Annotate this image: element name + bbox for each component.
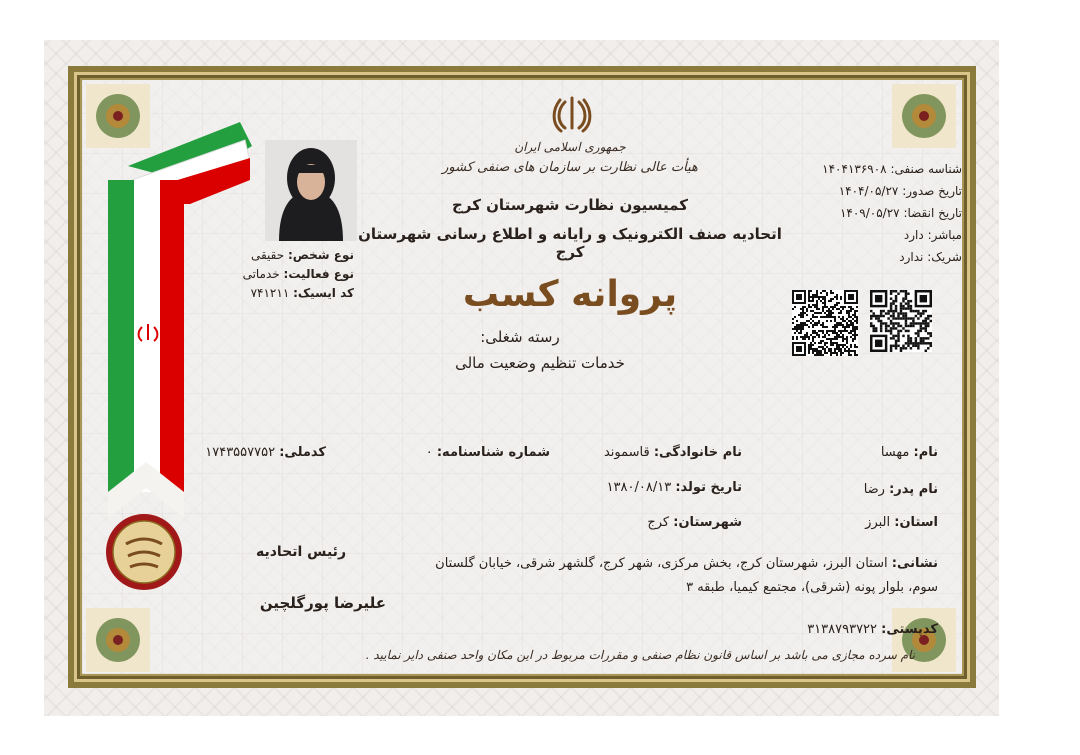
license-info-row xyxy=(822,162,962,176)
license-info-label: شناسه صنفی: xyxy=(890,162,962,176)
license-info-value: ۱۴۰۴۱۳۶۹۰۸ xyxy=(822,162,887,176)
owner-family-name: نام خانوادگی: قاسموند xyxy=(603,445,742,460)
license-info-row xyxy=(840,206,962,220)
corner-ornament-bottom-right xyxy=(892,608,956,672)
owner-father-name: نام پدر: رضا xyxy=(863,482,938,497)
activity-type: نوع فعالیت: خدماتی xyxy=(242,267,354,281)
license-title: پروانه کسب xyxy=(462,274,678,315)
license-info-label: تاریخ انقضا: xyxy=(903,206,962,220)
corner-ornament-top-right xyxy=(892,84,956,148)
signature-name: علیرضا پورگلچین xyxy=(259,594,386,612)
owner-national-code: کدملی: ۱۷۴۳۵۵۷۷۵۲ xyxy=(205,445,326,460)
owner-photo xyxy=(265,140,357,241)
address-line-1: نشانی: استان البرز، شهرستان کرج، بخش مرکزی، شهر کرج، گلشهر شرقی، خیابان گلستان xyxy=(435,556,938,571)
signature-title: رئیس اتحادیه xyxy=(255,544,346,560)
commission-name: کمیسیون نظارت شهرستان کرج xyxy=(452,196,688,214)
postal-code: کدپستی: ۳۱۳۸۷۹۳۷۲۲ xyxy=(807,622,938,637)
country-name: جمهوری اسلامی ایران xyxy=(514,140,626,154)
license-info-value: دارد xyxy=(903,228,924,242)
address-line-2: سوم، بلوار پونه (شرقی)، مجتمع کیمیا، طبقه ۳ xyxy=(686,580,938,595)
license-info-value: ۱۴۰۹/۰۵/۲۷ xyxy=(839,206,900,220)
person-type: نوع شخص: حقیقی xyxy=(250,248,354,262)
ministry-seal xyxy=(104,512,184,592)
license-info-row xyxy=(904,228,962,242)
owner-first-name: نام: مهسا xyxy=(880,445,938,460)
owner-birth-date: تاریخ تولد: ۱۳۸۰/۰۸/۱۳ xyxy=(606,480,742,495)
union-name: اتحادیه صنف الکترونیک و رایانه و اطلاع رسانی شهرستان کرج xyxy=(358,225,782,261)
isic-code: کد ایسیک: ۷۴۱۲۱۱ xyxy=(250,286,354,300)
license-info-value: ۱۴۰۴/۰۵/۲۷ xyxy=(838,184,899,198)
flag-ribbon xyxy=(100,118,252,530)
license-info-label: شریک: xyxy=(927,250,962,264)
owner-id-number: شماره شناسنامه: ۰ xyxy=(425,445,550,460)
board-name: هیأت عالی نظارت بر سازمان های صنفی کشور xyxy=(442,160,698,175)
corner-ornament-bottom-left xyxy=(86,608,150,672)
category-label: رسته شغلی: xyxy=(480,328,560,346)
owner-county: شهرستان: کرج xyxy=(647,515,742,530)
owner-province: استان: البرز xyxy=(865,515,938,530)
license-info-label: مباشر: xyxy=(927,228,962,242)
license-info-value: ندارد xyxy=(899,250,924,264)
iran-emblem-icon xyxy=(552,94,592,134)
qr-code[interactable] xyxy=(792,290,858,356)
license-info-row xyxy=(839,184,962,198)
license-info-label: تاریخ صدور: xyxy=(902,184,962,198)
license-info-row xyxy=(899,250,962,264)
category-value: خدمات تنظیم وضعیت مالی xyxy=(455,354,625,372)
qr-code[interactable] xyxy=(870,290,932,352)
footer-note: نام سرده مجازی می باشد بر اساس قانون نظام صنفی و مقررات مربوط در این مکان واحد صنفی دایر نمایید . xyxy=(365,648,915,662)
